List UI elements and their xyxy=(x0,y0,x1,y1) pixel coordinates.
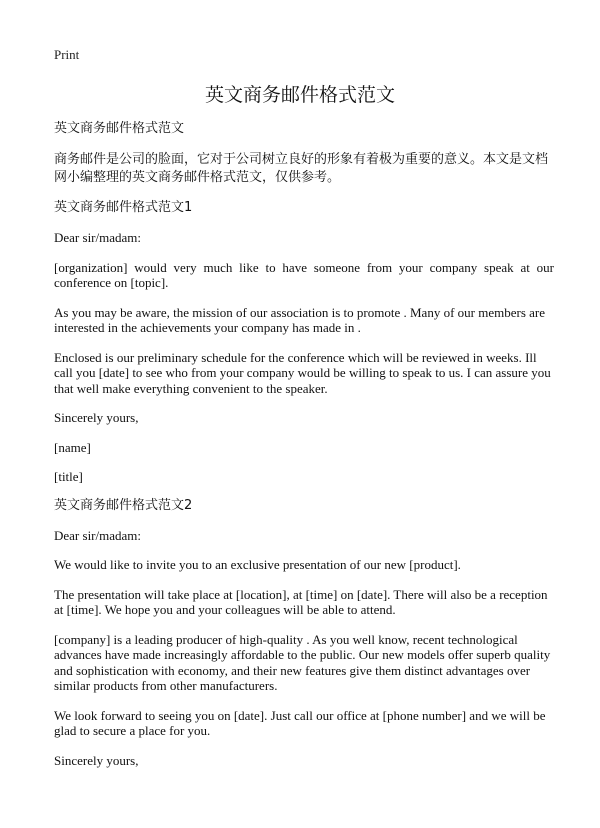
sample1-paragraph: Enclosed is our preliminary schedule for the conference which will be reviewed in weeks. Ill call you [date] to see who from your company would be willing to speak to us. I can assure you that well make everything convenient to the speaker. xyxy=(54,349,551,396)
sample1-name: [name] xyxy=(54,439,91,455)
sample1-title: [title] xyxy=(54,469,83,484)
document-body xyxy=(54,120,554,782)
sample2-paragraph: The presentation will take place at [location], at [time] on [date]. There will also be a reception at [time]. We hope you and your colleagues will be able to attend. xyxy=(54,586,548,617)
sample1-paragraph: [organization] would very much like to have someone from your company speak at our conference on [topic]. xyxy=(54,259,554,290)
sample2-paragraph: We look forward to seeing you on [date]. Just call our office at [phone number] and we will be glad to secure a place for you. xyxy=(54,707,546,738)
document-title: 英文商务邮件格式范文 xyxy=(204,84,395,106)
print-link[interactable]: Print xyxy=(54,47,80,62)
sample2-heading: 英文商务邮件格式范文2 xyxy=(54,497,193,513)
intro-paragraph: 商务邮件是公司的脸面，它对于公司树立良好的形象有着极为重要的意义。本文是文档网小编整理的英文商务邮件格式范文，仅供参考。 xyxy=(54,152,549,185)
sample2-paragraph: We would like to invite you to an exclusive presentation of our new [product]. xyxy=(54,557,461,572)
sample1-paragraph: As you may be aware, the mission of our association is to promote . Many of our members are interested in the achievements your company has made in . xyxy=(54,304,545,335)
sample1-greeting: Dear sir/madam: xyxy=(54,230,141,245)
sample2-greeting: Dear sir/madam: xyxy=(54,527,141,543)
sample2-closing: Sincerely yours, xyxy=(54,752,139,768)
sample1-heading: 英文商务邮件格式范文1 xyxy=(54,200,193,215)
sample1-closing: Sincerely yours, xyxy=(54,410,139,425)
sample2-paragraph: [company] is a leading producer of high-quality . As you well know, recent technological advances have made increasingly affordable to the public. Our new models offer superb quality and sophistication with economy, and their new features give them distinct advantages over similar products from other manufacturers. xyxy=(54,631,551,693)
document-subtitle: 英文商务邮件格式范文 xyxy=(54,121,185,136)
